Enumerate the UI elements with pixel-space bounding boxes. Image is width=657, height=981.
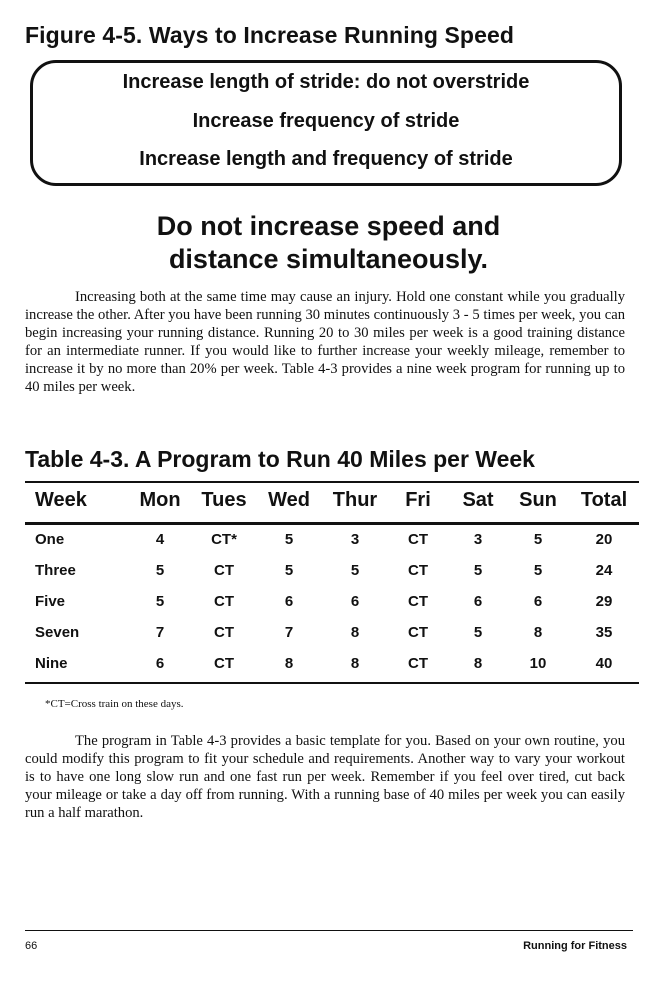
header-week: Week — [35, 489, 87, 511]
cell-mon: 5 — [155, 562, 165, 579]
cell-mon: 7 — [155, 624, 165, 641]
cell-sun: 6 — [533, 593, 543, 610]
closing-paragraph: The program in Table 4-3 provides a basic template for you. Based on your own routine, you could modify this program to fit your schedule and requirements. Another way to vary your workout is to have one long slow run and one fast run per week. Remember if you feel over tired, cut back your mileage or take a day off from running. With a running base of 40 miles per week you can easily run a half marathon. — [25, 733, 625, 821]
cell-total: 24 — [595, 562, 613, 579]
figure-box — [30, 60, 622, 186]
cell-tues: CT — [214, 624, 234, 641]
header-sun: Sun — [519, 489, 557, 511]
warning-line-1: Do not increase speed and — [156, 211, 501, 241]
cell-sun: 8 — [533, 624, 543, 641]
table-footnote: *CT=Cross train on these days. — [45, 698, 184, 710]
cell-wed: 6 — [284, 593, 294, 610]
footer-rule — [25, 930, 633, 931]
cell-fri: CT — [408, 531, 428, 548]
cell-sat: 5 — [473, 624, 483, 641]
cell-wed: 7 — [284, 624, 294, 641]
cell-mon: 5 — [155, 593, 165, 610]
cell-mon: 6 — [155, 655, 165, 672]
running-head: Running for Fitness — [523, 940, 627, 952]
header-mon: Mon — [139, 489, 181, 511]
cell-sat: 6 — [473, 593, 483, 610]
cell-sun: 5 — [533, 562, 543, 579]
figure-line-stride-both: Increase length and frequency of stride — [139, 148, 513, 170]
cell-sat: 5 — [473, 562, 483, 579]
header-wed: Wed — [268, 489, 310, 511]
cell-thur: 6 — [350, 593, 360, 610]
figure-line-stride-frequency: Increase frequency of stride — [192, 110, 460, 132]
cell-fri: CT — [408, 593, 428, 610]
cell-total: 35 — [595, 624, 613, 641]
cell-wed: 5 — [284, 562, 294, 579]
table-title: Table 4-3. A Program to Run 40 Miles per Week — [25, 446, 535, 472]
cell-week: Nine — [35, 655, 68, 672]
cell-week: Seven — [35, 624, 80, 641]
cell-week: Five — [35, 593, 66, 610]
header-total: Total — [580, 489, 628, 511]
cell-thur: 8 — [350, 624, 360, 641]
cell-sun: 5 — [533, 531, 543, 548]
cell-sat: 3 — [473, 531, 483, 548]
figure-line-stride-length: Increase length of stride: do not overstride — [122, 71, 530, 93]
cell-week: Three — [35, 562, 76, 579]
cell-week: One — [35, 531, 65, 548]
page-number: 66 — [25, 940, 38, 952]
table-top-rule — [25, 481, 639, 483]
cell-thur: 5 — [350, 562, 360, 579]
cell-total: 20 — [595, 531, 613, 548]
cell-mon: 4 — [155, 531, 165, 548]
header-fri: Fri — [405, 489, 431, 511]
header-sat: Sat — [462, 489, 494, 511]
table-header-rule — [25, 522, 639, 525]
cell-tues: CT — [214, 562, 234, 579]
cell-fri: CT — [408, 655, 428, 672]
header-tues: Tues — [201, 489, 247, 511]
cell-fri: CT — [408, 562, 428, 579]
header-thur: Thur — [332, 489, 378, 511]
cell-wed: 8 — [284, 655, 294, 672]
cell-tues: CT — [214, 593, 234, 610]
cell-fri: CT — [408, 624, 428, 641]
warning-heading — [0, 210, 657, 276]
figure-title: Figure 4-5. Ways to Increase Running Speed — [25, 22, 515, 48]
table-bottom-rule — [25, 682, 639, 684]
cell-thur: 3 — [350, 531, 360, 548]
cell-wed: 5 — [284, 531, 294, 548]
cell-total: 29 — [595, 593, 613, 610]
intro-paragraph: Increasing both at the same time may cause an injury. Hold one constant while you gradually increase the other. After you have been running 30 minutes continuously 3 - 5 times per week, you can begin increasing your running distance. Running 20 to 30 miles per week is a good training distance for an intermediate runner. If you would like to further increase your weekly mileage, remember to increase it by no more than 20% per week. Table 4-3 provides a nine week program for running up to 40 miles per week. — [25, 289, 625, 395]
cell-sun: 10 — [529, 655, 547, 672]
cell-thur: 8 — [350, 655, 360, 672]
cell-sat: 8 — [473, 655, 483, 672]
cell-total: 40 — [595, 655, 613, 672]
warning-line-2: distance simultaneously. — [168, 244, 489, 274]
cell-tues: CT — [214, 655, 234, 672]
cell-tues: CT* — [211, 531, 237, 548]
